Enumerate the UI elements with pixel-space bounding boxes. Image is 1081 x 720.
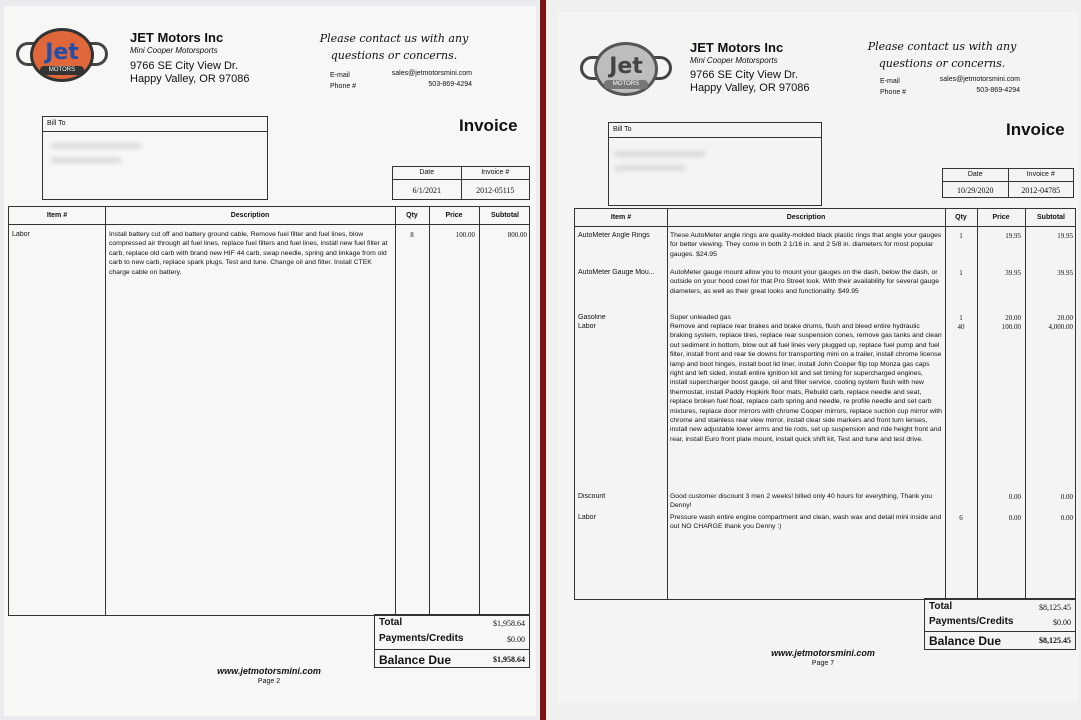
payments-label: Payments/Credits (379, 633, 464, 644)
column-header-price: Price (445, 212, 463, 219)
payments-label: Payments/Credits (929, 616, 1014, 627)
column-header-qty: Qty (955, 214, 967, 221)
row-qty: 40 (957, 323, 965, 331)
invoice-number-column (1009, 169, 1074, 197)
payments-value: $0.00 (507, 635, 525, 644)
logo-sub-text: MOTORS (40, 66, 84, 75)
column-header-price: Price (992, 214, 1010, 221)
row-qty: 6 (959, 514, 963, 522)
redacted-bill-to (615, 151, 705, 157)
redacted-bill-to (51, 143, 141, 149)
company-name: JET Motors Inc (690, 40, 784, 55)
column-divider (479, 207, 480, 615)
page-number: Page 7 (811, 660, 835, 667)
email-value: sales@jetmotorsmini.com (939, 76, 1020, 83)
company-address (690, 69, 809, 95)
column-divider (105, 207, 106, 615)
address-line-1: 9766 SE City View Dr. (690, 69, 799, 81)
redacted-bill-to (51, 157, 121, 163)
invoice-title: Invoice (1006, 120, 1065, 139)
row-item: Labor (12, 231, 30, 238)
contact-values (918, 74, 1020, 96)
bill-to-box (42, 116, 268, 200)
bill-to-label: Bill To (609, 123, 821, 138)
row-description: Pressure wash entire engine compartment and clean, wash wax and detail mini inside and out NO CHARGE thank you Denny :) (670, 514, 942, 531)
total-value: $8,125.45 (1039, 603, 1071, 612)
row-item: Labor (578, 323, 596, 330)
balance-label: Balance Due (379, 653, 452, 667)
column-divider (395, 207, 396, 615)
address-line-2: Happy Valley, OR 97086 (130, 73, 250, 85)
total-label: Total (379, 617, 403, 628)
row-description: AutoMeter gauge mount allow you to mount your gauges on the dash, below the dash, or outside on your hood cowl for that Pro Street look. With their availability for several gauge diameters, as well as their great looks and functionality. $49.95 (670, 269, 939, 295)
date-invoice-box (392, 166, 530, 200)
row-item: AutoMeter Gauge Mou... (578, 269, 655, 276)
contact-note (858, 38, 1026, 72)
balance-value: $1,958.64 (493, 655, 525, 664)
row-price: 39.95 (1005, 269, 1021, 277)
column-header-qty: Qty (406, 212, 418, 219)
jet-motors-logo (580, 40, 672, 98)
bill-to-box (608, 122, 822, 206)
contact-labels (880, 76, 906, 98)
company-name: JET Motors Inc (130, 30, 224, 45)
total-label: Total (929, 601, 953, 612)
totals-box (374, 614, 530, 668)
invoice-title: Invoice (459, 116, 518, 135)
totals-divider (375, 649, 529, 650)
company-tagline: Mini Cooper Motorsports (130, 46, 218, 55)
row-subtotal: 39.95 (1057, 269, 1073, 277)
totals-divider (925, 631, 1075, 632)
total-value: $1,958.64 (493, 619, 525, 628)
date-value: 6/1/2021 (412, 186, 441, 195)
line-items-table (8, 206, 530, 616)
column-header-subtotal: Subtotal (1037, 214, 1065, 221)
logo-sub-text: MOTORS (604, 80, 648, 89)
row-price: 0.00 (1008, 493, 1021, 501)
line-items-table (574, 208, 1076, 600)
date-label: Date (943, 169, 1008, 182)
row-item: AutoMeter Angle Rings (578, 232, 650, 239)
email-value: sales@jetmotorsmini.com (391, 70, 472, 77)
invoice-page-right (546, 0, 1081, 720)
invoice-sheet (558, 12, 1078, 702)
column-divider (667, 209, 668, 599)
row-subtotal: 800.00 (507, 231, 527, 239)
invoice-number-value: 2012-04785 (1021, 186, 1061, 195)
column-header-description: Description (230, 212, 270, 219)
date-column (943, 169, 1009, 197)
contact-note-line-2: questions or concerns. (878, 57, 1006, 70)
company-tagline: Mini Cooper Motorsports (690, 56, 778, 65)
row-qty: 8 (410, 231, 414, 239)
email-label: E-mail (330, 72, 350, 79)
row-subtotal: 19.95 (1057, 232, 1073, 240)
payments-value: $0.00 (1053, 618, 1071, 627)
column-header-item: Item # (46, 212, 68, 219)
date-label: Date (393, 167, 461, 180)
invoice-number-column (462, 167, 530, 199)
row-description: Good customer discount 3 men 2 weeks! billed only 40 hours for everything, Thank you Denny! (670, 493, 933, 510)
invoice-number-label: Invoice # (1009, 169, 1074, 182)
contact-note-line-1: Please contact us with any (319, 32, 469, 45)
logo-brand-text: Jet (609, 54, 643, 79)
row-description: These AutoMeter angle rings are quality-molded black plastic rings that angle your gauges for better viewing. They come in both 2 1/16 in. and 2 5/8 in. diameters for most popular gauges. $24.95 (670, 232, 942, 258)
contact-note (308, 30, 480, 64)
row-subtotal: 0.00 (1060, 514, 1073, 522)
row-qty: 1 (959, 314, 963, 322)
column-header-description: Description (786, 214, 826, 221)
row-price: 100.00 (455, 231, 475, 239)
row-description: Remove and replace rear brakes and brake drums, flush and bleed entire hydraulic braking system, replace tires, replace rear suspension cones, remove gas tanks and clean out sediment in bottom, blow out all fuel lines very plugged up, replace fuel pump and fuel filter, install front and rear tie downs for transporting mini on a trailer, install chrome license lamp and boot hinges, install boot lid liner, install John Cooper flip top Monza gas caps right and left sided, install entire ignition kit and set timing for supercharged engines, install supercharger boost gauge, oil and filter service, cooling system flush with new thermostat, install Paddy Hopkirk floor mats, Rebuild carb, replace needle and seat, replace broken fuel float, replace carb spring and needle, re profile needle and set carb mixtures, replace door mirrors with chrome Cooper mirrors, replace suction cup mirror with chrome and stainless rear view mirror, install clear side markers and front turn lenses, install new adjustable lower arms and tie rods, set up suspension and ride height front and rear, install Euro front plate mount, install quick shift kit, Test and tune and test drive. (670, 323, 942, 443)
contact-values (370, 68, 472, 90)
row-price: 100.00 (1001, 323, 1021, 331)
column-divider (429, 207, 430, 615)
contact-note-line-2: questions or concerns. (330, 49, 458, 62)
column-divider (945, 209, 946, 599)
row-qty: 1 (959, 232, 963, 240)
jet-motors-logo (16, 26, 108, 84)
invoice-page-left (0, 0, 540, 720)
contact-note-line-1: Please contact us with any (867, 40, 1017, 53)
phone-value: 503-869-4294 (428, 81, 472, 88)
column-header-subtotal: Subtotal (491, 212, 519, 219)
balance-label: Balance Due (929, 634, 1002, 648)
page-number: Page 2 (257, 678, 281, 685)
row-subtotal: 20.00 (1057, 314, 1073, 322)
footer-website: www.jetmotorsmini.com (217, 666, 321, 676)
phone-label: Phone # (880, 89, 907, 96)
totals-box (924, 598, 1076, 650)
row-qty: 1 (959, 269, 963, 277)
address-line-1: 9766 SE City View Dr. (130, 60, 239, 72)
row-price: 20.00 (1005, 314, 1021, 322)
balance-value: $8,125.45 (1039, 636, 1071, 645)
date-value: 10/29/2020 (957, 186, 994, 195)
footer-website: www.jetmotorsmini.com (771, 648, 875, 658)
invoice-sheet (4, 6, 536, 716)
row-item: Labor (578, 514, 596, 521)
bill-to-label: Bill To (43, 117, 267, 132)
row-item: Discount (578, 493, 606, 500)
row-price: 0.00 (1008, 514, 1021, 522)
phone-value: 503-869-4294 (976, 87, 1020, 94)
row-subtotal: 4,000.00 (1048, 323, 1073, 331)
column-header-item: Item # (610, 214, 632, 221)
row-description: Super unleaded gas (670, 314, 731, 321)
date-column (393, 167, 462, 199)
column-divider (977, 209, 978, 599)
row-subtotal: 0.00 (1060, 493, 1073, 501)
column-divider (1025, 209, 1026, 599)
logo-brand-text: Jet (45, 40, 79, 65)
row-item: Gasoline (578, 314, 606, 321)
phone-label: Phone # (330, 83, 357, 90)
invoice-number-label: Invoice # (462, 167, 530, 180)
company-address (130, 60, 249, 86)
address-line-2: Happy Valley, OR 97086 (690, 82, 810, 94)
date-invoice-box (942, 168, 1074, 198)
email-label: E-mail (880, 78, 900, 85)
contact-labels (330, 70, 356, 92)
row-description: Install battery cut off and battery ground cable, Remove fuel filter and fuel lines, blow compressed air through all fuel lines, replace fuel filters and fuel lines, install new fuel filter at carb, replace old carb with brand new HIF 44 carb, swap needle, spring and linkage from old carb to new carb, replace spark plugs. Test and tune. Change oil and filter. Install CTEK charge cable on battery. (109, 231, 388, 276)
row-price: 19.95 (1005, 232, 1021, 240)
invoice-number-value: 2012-05115 (476, 186, 515, 195)
redacted-bill-to (615, 165, 685, 171)
